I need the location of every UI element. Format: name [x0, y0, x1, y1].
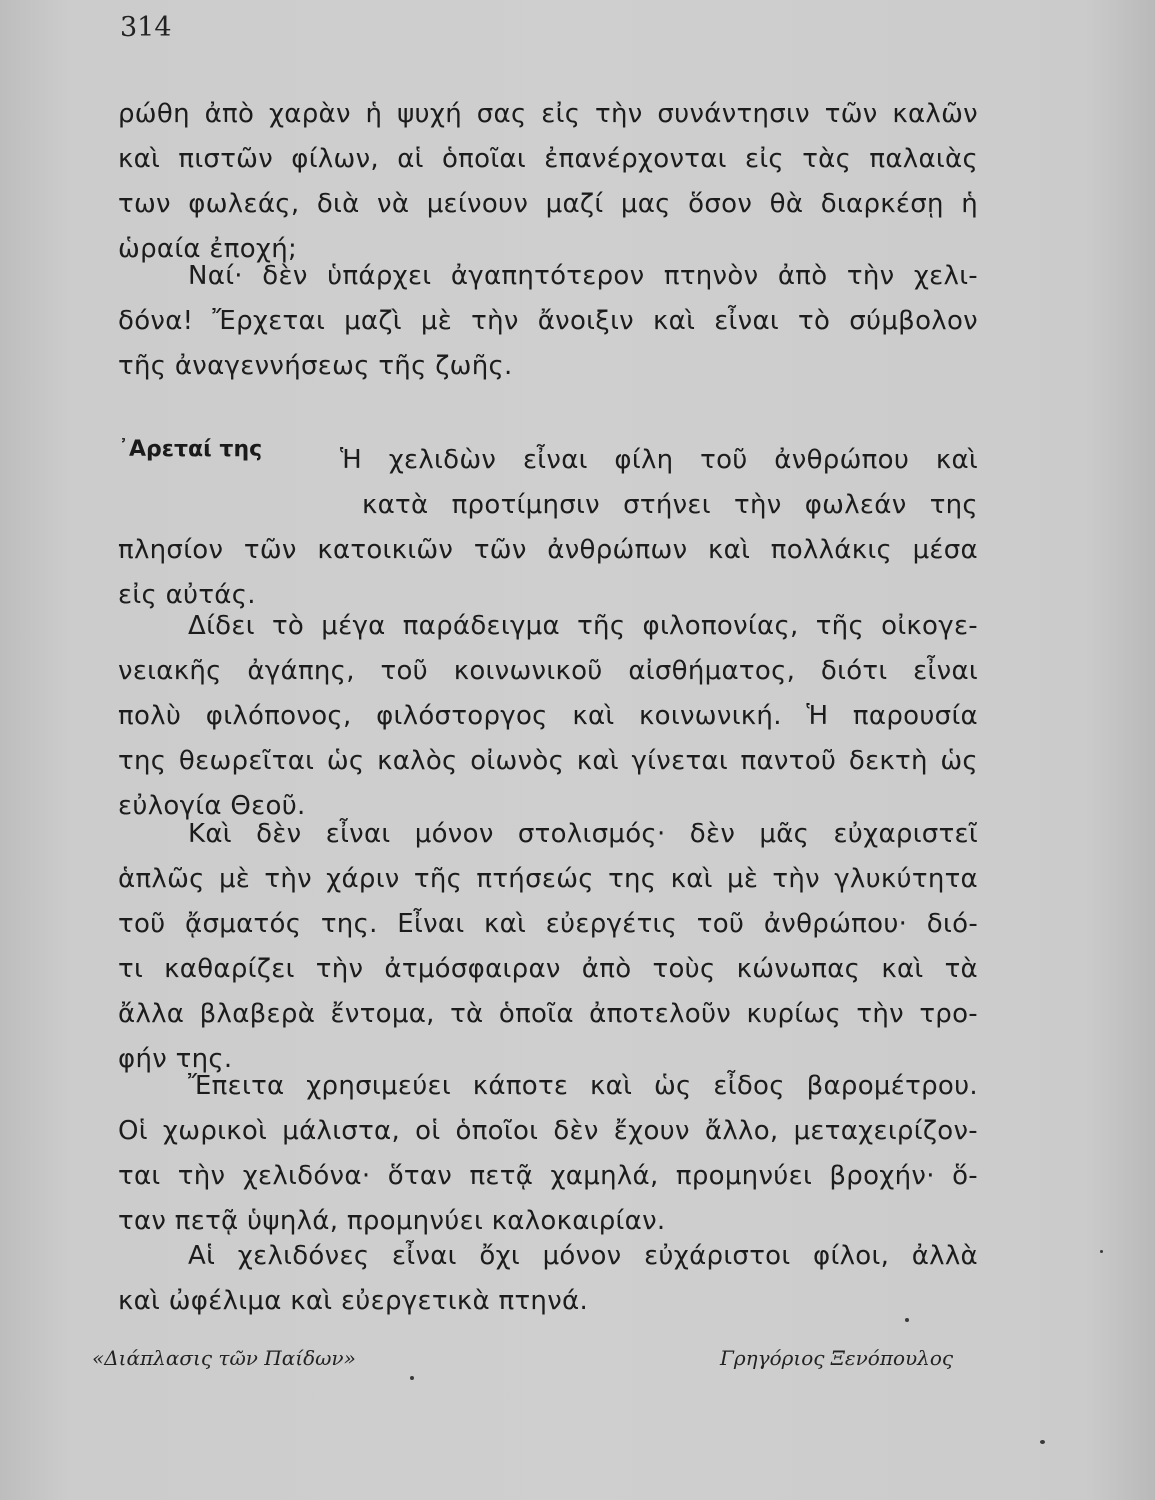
- text-line: ταν πετᾷ ὑψηλά, προμηνύει καλοκαιρίαν.: [118, 1206, 666, 1236]
- text-line: ἁπλῶς μὲ τὴν χάριν τῆς πτήσεώς της καὶ μὲ τὴν γλυκύτητα: [118, 864, 978, 894]
- text-line: καὶ ὠφέλιμα καὶ εὐεργετικὰ πτηνά.: [118, 1286, 589, 1316]
- text-line: των φωλεάς, διὰ νὰ μείνουν μαζί μας ὅσον θὰ διαρκέσῃ ἡ: [118, 189, 978, 219]
- text-line: δόνα! Ἔρχεται μαζὶ μὲ τὴν ἄνοιξιν καὶ εἶναι τὸ σύμβολον: [118, 306, 978, 336]
- text-line: Καὶ δὲν εἶναι μόνον στολισμός· δὲν μᾶς εὐχαριστεῖ: [188, 819, 978, 849]
- text-line: τι καθαρίζει τὴν ἀτμόσφαιραν ἀπὸ τοὺς κώνωπας καὶ τὰ: [118, 954, 978, 984]
- paper-speck: [1100, 1250, 1103, 1253]
- side-heading: ᾿Αρεταί της: [118, 437, 263, 462]
- paper-speck: [1040, 1440, 1045, 1444]
- benefactor-paragraph: [118, 812, 978, 1082]
- closing-paragraph: [118, 1234, 978, 1324]
- text-line: Δίδει τὸ μέγα παράδειγμα τῆς φιλοπονίας, τῆς οἰκογε-: [188, 611, 978, 641]
- text-line: Ἡ χελιδὼν εἶναι φίλη τοῦ ἀνθρώπου καὶ: [340, 445, 978, 475]
- text-line: φήν της.: [118, 1044, 233, 1074]
- text-line: τῆς ἀναγεννήσεως τῆς ζωῆς.: [118, 351, 513, 381]
- text-line: Αἱ χελιδόνες εἶναι ὄχι μόνον εὐχάριστοι φίλοι, ἀλλὰ: [188, 1241, 978, 1271]
- text-line: ὡραία ἐποχή;: [118, 234, 298, 264]
- text-line: κατὰ προτίμησιν στήνει τὴν φωλεάν της: [362, 490, 978, 520]
- page-number: 314: [120, 12, 172, 43]
- paper-speck: [410, 1376, 414, 1380]
- text-line: ρώθη ἀπὸ χαρὰν ἡ ψυχή σας εἰς τὴν συνάντησιν τῶν καλῶν: [118, 99, 978, 129]
- paper-speck: [905, 1318, 909, 1322]
- text-line: πολὺ φιλόπονος, φιλόστοργος καὶ κοινωνική. Ἡ παρουσία: [118, 701, 978, 731]
- virtues-paragraph-head: [340, 438, 978, 528]
- text-line: εἰς αὐτάς.: [118, 580, 256, 610]
- source-citation: «Διάπλασις τῶν Παίδων»: [92, 1346, 356, 1370]
- text-line: νειακῆς ἀγάπης, τοῦ κοινωνικοῦ αἰσθήματος, διότι εἶναι: [118, 656, 978, 686]
- text-line: εὐλογία Θεοῦ.: [118, 791, 306, 821]
- top-paragraph: [118, 92, 978, 272]
- text-line: Ναί· δὲν ὑπάρχει ἀγαπητότερον πτηνὸν ἀπὸ τὴν χελι-: [188, 261, 978, 291]
- example-paragraph: [118, 604, 978, 829]
- text-line: ται τὴν χελιδόνα· ὅταν πετᾷ χαμηλά, προμηνύει βροχήν· ὅ-: [118, 1161, 978, 1191]
- author-name: Γρηγόριος Ξενόπουλος: [720, 1346, 954, 1370]
- text-line: τοῦ ᾄσματός της. Εἶναι καὶ εὐεργέτις τοῦ ἀνθρώπου· διό-: [118, 909, 978, 939]
- text-line: καὶ πιστῶν φίλων, αἱ ὁποῖαι ἐπανέρχονται εἰς τὰς παλαιὰς: [118, 144, 978, 174]
- text-line: πλησίον τῶν κατοικιῶν τῶν ἀνθρώπων καὶ πολλάκις μέσα: [118, 535, 978, 565]
- barometer-paragraph: [118, 1064, 978, 1244]
- text-line: της θεωρεῖται ὡς καλὸς οἰωνὸς καὶ γίνεται παντοῦ δεκτὴ ὡς: [118, 746, 978, 776]
- text-line: ἄλλα βλαβερὰ ἔντομα, τὰ ὁποῖα ἀποτελοῦν κυρίως τὴν τρο-: [118, 999, 978, 1029]
- second-paragraph: [118, 254, 978, 389]
- text-line: Οἱ χωρικοὶ μάλιστα, οἱ ὁποῖοι δὲν ἔχουν ἄλλο, μεταχειρίζον-: [118, 1116, 978, 1146]
- text-line: Ἔπειτα χρησιμεύει κάποτε καὶ ὡς εἶδος βαρομέτρου.: [188, 1071, 978, 1101]
